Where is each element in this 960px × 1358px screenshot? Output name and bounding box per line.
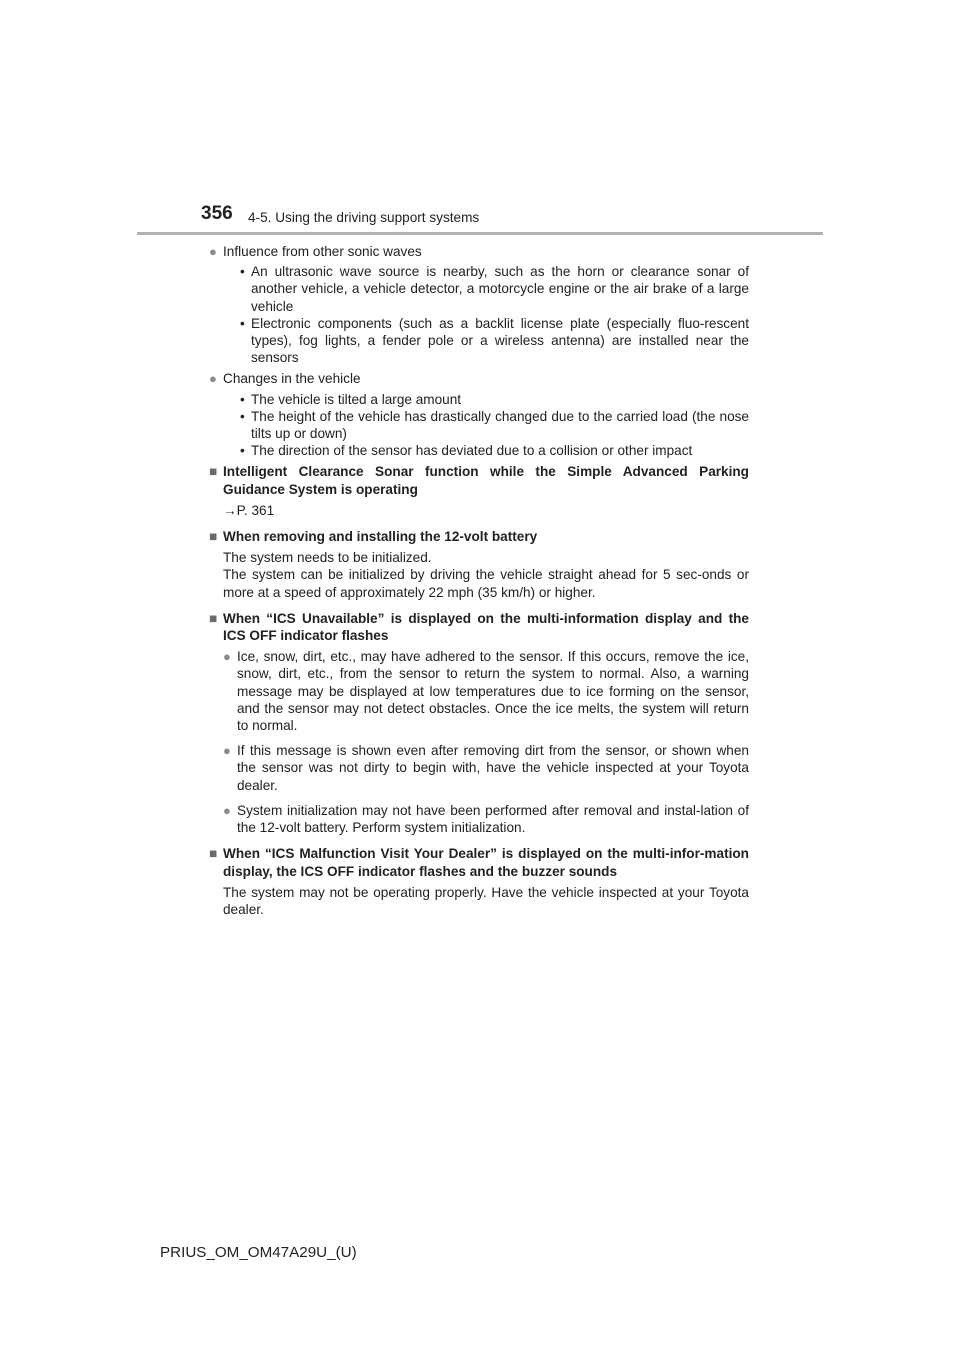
section-body xyxy=(209,549,749,601)
sub-bullet-item xyxy=(240,263,749,315)
sub-bullet-text: The direction of the sensor has deviated due to a collision or other impact xyxy=(251,443,693,459)
dot-bullet-icon: • xyxy=(240,391,245,407)
dot-bullet-icon: • xyxy=(240,443,245,459)
sub-bullet-list xyxy=(209,263,749,366)
sub-bullet-item xyxy=(240,391,749,408)
round-bullet-icon: ● xyxy=(209,244,217,259)
square-bullet-icon: ■ xyxy=(209,846,218,862)
bullet-label: Changes in the vehicle xyxy=(223,371,361,387)
bullet-text: Ice, snow, dirt, etc., may have adhered to the sensor. If this occurs, remove the ice, snow, dirt, etc., from the sensor to return the system to normal. Also, a warning message may be displayed at low temperatures due to ice forming on the sensor, and the sensor may not detect obstacles. Once the ice melts, the system will return to normal. xyxy=(237,649,749,734)
bullet-item xyxy=(223,742,749,794)
body-paragraph: The system may not be operating properly. Have the vehicle inspected at your Toyota dealer. xyxy=(223,884,749,917)
sub-bullet-item xyxy=(240,315,749,367)
bullet-item xyxy=(223,802,749,836)
round-bullet-icon: ● xyxy=(223,743,231,759)
section-title: 4-5. Using the driving support systems xyxy=(248,210,480,225)
section-heading-text: When “ICS Unavailable” is displayed on the multi-information display and the ICS OFF indicator flashes xyxy=(223,610,749,644)
bullet-text: If this message is shown even after removing dirt from the sensor, or shown when the sensor was not dirty to begin with, have the vehicle inspected at your Toyota dealer. xyxy=(237,743,749,793)
round-bullet-icon: ● xyxy=(223,649,231,665)
square-bullet-icon: ■ xyxy=(209,529,218,545)
section-heading-text: Intelligent Clearance Sonar function while the Simple Advanced Parking Guidance System is operating xyxy=(223,464,749,497)
sub-bullet-item xyxy=(240,408,749,442)
section-bullets xyxy=(209,648,749,836)
dot-bullet-icon: • xyxy=(240,315,245,331)
bullet-item xyxy=(223,648,749,734)
document-code: PRIUS_OM_OM47A29U_(U) xyxy=(160,1244,357,1261)
page-number: 356 xyxy=(201,203,233,224)
square-bullet-icon: ■ xyxy=(209,610,218,626)
sub-bullet-text: The vehicle is tilted a large amount xyxy=(251,391,462,407)
sub-bullet-text: The height of the vehicle has drastically changed due to the carried load (the nose tilts up or down) xyxy=(251,408,749,442)
bullet-text: System initialization may not have been performed after removal and instal-lation of the 12-volt battery. Perform system initialization. xyxy=(237,802,749,836)
body-paragraph: The system needs to be initialized. xyxy=(223,550,432,566)
section-heading xyxy=(209,845,749,879)
header-divider xyxy=(137,232,823,235)
page-reference: →P. 361 xyxy=(223,502,275,518)
sub-bullet-list xyxy=(209,391,749,460)
sub-bullet-text: An ultrasonic wave source is nearby, such as the horn or clearance sonar of another vehicle, a vehicle detector, a motorcycle engine or the air brake of a large vehicle xyxy=(251,264,749,314)
section-body xyxy=(209,884,749,918)
section-heading-text: When removing and installing the 12-volt battery xyxy=(223,529,538,545)
bullet-item xyxy=(209,243,749,260)
round-bullet-icon: ● xyxy=(209,371,217,387)
body-paragraph: The system can be initialized by driving the vehicle straight ahead for 5 sec-onds or more at a speed of approximately 22 mph (35 km/h) or higher. xyxy=(223,567,749,600)
dot-bullet-icon: • xyxy=(240,408,245,424)
manual-content xyxy=(209,243,749,927)
square-bullet-icon: ■ xyxy=(209,464,218,480)
dot-bullet-icon: • xyxy=(240,264,245,280)
section-heading xyxy=(209,610,749,644)
sub-bullet-item xyxy=(240,442,749,459)
section-heading xyxy=(209,463,749,497)
section-heading-text: When “ICS Malfunction Visit Your Dealer” is displayed on the multi-infor-mation display, the ICS OFF indicator flashes and the buzzer sounds xyxy=(223,846,749,879)
bullet-item xyxy=(209,370,749,387)
section-heading xyxy=(209,528,749,545)
bullet-label: Influence from other sonic waves xyxy=(223,244,422,259)
sub-bullet-text: Electronic components (such as a backlit license plate (especially fluo-rescent types), fog lights, a fender pole or a wireless antenna) are installed near the sensors xyxy=(251,315,749,366)
round-bullet-icon: ● xyxy=(223,802,231,818)
